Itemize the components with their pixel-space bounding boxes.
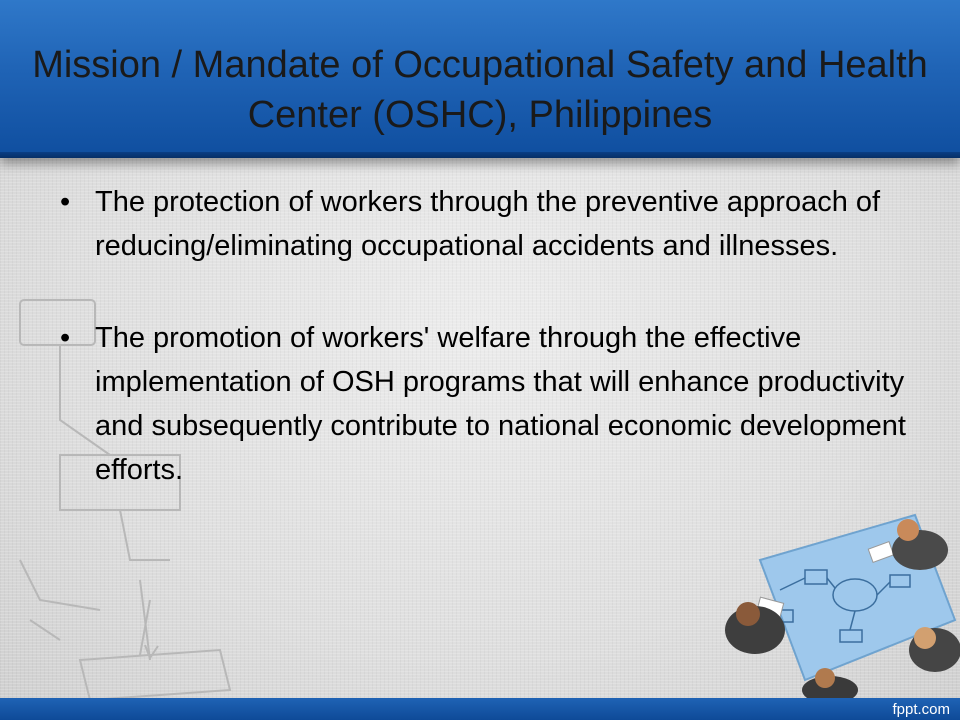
- brand-watermark: fppt.com: [892, 701, 950, 718]
- bullet-item: [60, 180, 910, 268]
- title-bar: [0, 0, 960, 158]
- bullet-text: The protection of workers through the preventive approach of reducing/eliminating occupational accidents and illnesses.: [95, 186, 881, 262]
- footer-bar: [0, 698, 960, 720]
- bullet-list: [60, 180, 910, 540]
- team-meeting-illustration: [720, 500, 960, 698]
- slide-title: Mission / Mandate of Occupational Safety and Health Center (OSHC), Philippines: [32, 44, 928, 136]
- bullet-text: The promotion of workers' welfare through the effective implementation of OSH programs that will enhance productivity and subsequently contribute to national economic development efforts.: [95, 322, 906, 486]
- bullet-marker: •: [60, 322, 71, 354]
- bullet-item: [60, 316, 910, 492]
- bullet-marker: •: [60, 186, 71, 218]
